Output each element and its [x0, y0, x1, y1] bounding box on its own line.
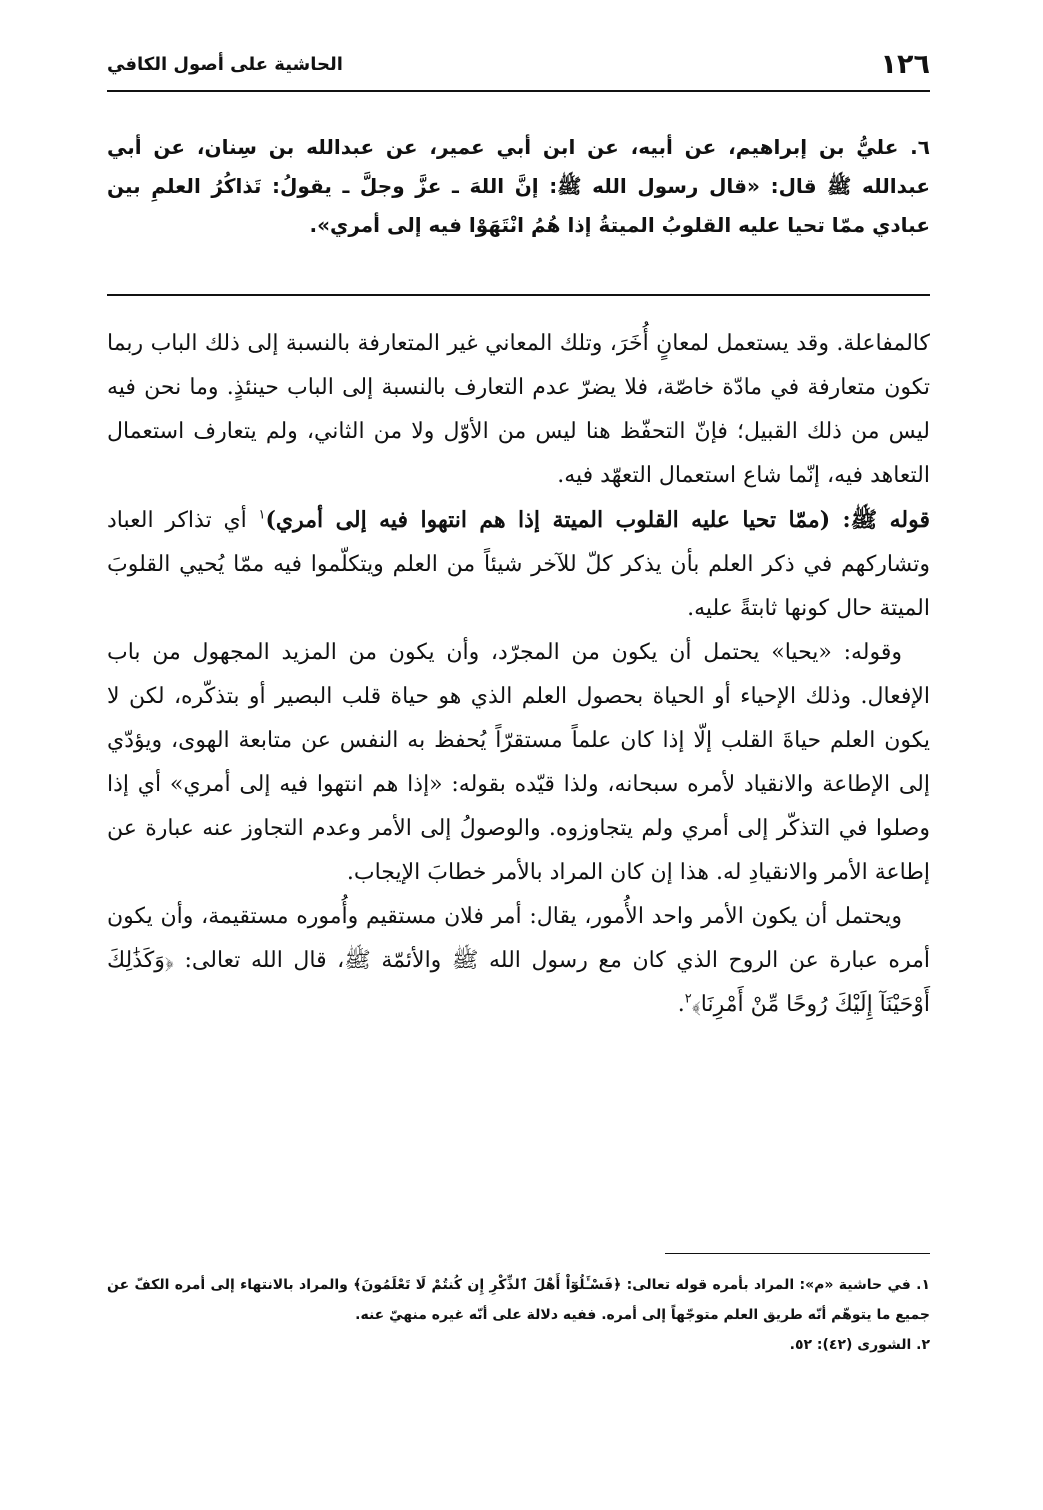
book-title: الحاشية على أصول الكافي: [107, 53, 343, 75]
hadith-text: ٦. عليُّ بن إبراهيم، عن أبيه، عن ابن أبي عمير، عن عبدالله بن سِنان، عن أبي عبدالله ﷺ قال: «قال رسول الله ﷺ: إنَّ اللهَ ـ عزَّ وجلَّ ـ يقولُ: تَذاكُرُ العلمِ بين عبادي ممّا تحيا عليه القلوبُ الميتةُ إذا هُمُ انْتَهَوْا فيه إلى أمري».: [107, 135, 930, 237]
commentary-paragraph-1: كالمفاعلة. وقد يستعمل لمعانٍ أُخَرَ، وتلك المعاني غير المتعارفة بالنسبة إلى ذلك الباب ربما تكون متعارفة في مادّة خاصّة، فلا يضرّ عدم التعارف بالنسبة إلى الباب حينئذٍ. وما نحن فيه ليس من ذلك القبيل؛ فإنّ التحفّظ هنا ليس من الأوّل ولا من الثاني، ولم يتعارف استعمال التعاهد فيه، إنّما شاع استعمال التعهّد فيه.: [107, 331, 930, 488]
page-number: ١٢٦: [880, 48, 930, 80]
footnote-divider: [665, 1253, 930, 1254]
footnotes: [107, 1270, 930, 1360]
commentary-explanation: أي تذاكر العباد وتشاركهم في ذكر العلم بأن يذكر كلّ للآخر شيئاً من العلم ويتكلّموا فيه ممّا يُحيي القلوبَ الميتة حال كونها ثابتةً عليه.: [107, 508, 930, 621]
commentary-paragraph-4-end: .: [677, 992, 685, 1017]
header-divider: [107, 90, 930, 92]
running-head: [107, 44, 930, 84]
commentary-paragraph-4-text: ويحتمل أن يكون الأمر واحد الأُمور، يقال: أمر فلان مستقيم وأُموره مستقيمة، وأن يكون أمره عبارة عن الروح الذي كان مع رسول الله ﷺ والأئمّة ﷺ، قال الله تعالى: ﴿وَكَذَٰلِكَ أَوْحَيْنَآ إِلَيْكَ رُوحًا مِّنْ أَمْرِنَا﴾: [107, 904, 930, 1017]
footnote-ref-1: ١: [258, 507, 266, 523]
footnote-1: ١. في حاشية «م»: المراد بأمره قوله تعالى: ﴿فَسْـَٔلُوٓاْ أَهْلَ ٱلذِّكْرِ إِن كُنتُمْ لَا تَعْلَمُونَ﴾ والمراد بالانتهاء إلى أمره الكفّ عن جميع ما يتوهّم أنّه طريق العلم متوجّهاً إلى أمره. ففيه دلالة على أنّه غيره منهيّ عنه.: [107, 1277, 930, 1323]
footnote-ref-2: ٢: [684, 991, 692, 1007]
commentary-paragraph-4: [107, 895, 930, 1027]
commentary-paragraph-2: [107, 498, 930, 631]
footnote-2: ٢. الشورى (٤٢): ٥٢.: [789, 1337, 930, 1353]
commentary-body: [107, 322, 930, 1027]
commentary-lemma: قوله ﷺ: (ممّا تحيا عليه القلوب الميتة إذا هم انتهوا فيه إلى أمري): [265, 507, 930, 533]
section-divider: [107, 294, 930, 296]
commentary-paragraph-3: وقوله: «يحيا» يحتمل أن يكون من المجرّد، وأن يكون من المزيد المجهول من باب الإفعال. وذلك الإحياء أو الحياة بحصول العلم الذي هو حياة قلب البصير أو بتذكّره، لكن لا يكون العلم حياةَ القلب إلّا إذا كان علماً مستقرّاً يُحفظ به النفس عن متابعة الهوى، ويؤدّي إلى الإطاعة والانقياد لأمره سبحانه، ولذا قيّده بقوله: «إذا هم انتهوا فيه إلى أمري» أي إذا وصلوا في التذكّر إلى أمري ولم يتجاوزوه. والوصولُ إلى الأمر وعدم التجاوز عنه عبارة عن إطاعة الأمر والانقيادِ له. هذا إن كان المراد بالأمر خطابَ الإيجاب.: [107, 640, 930, 885]
